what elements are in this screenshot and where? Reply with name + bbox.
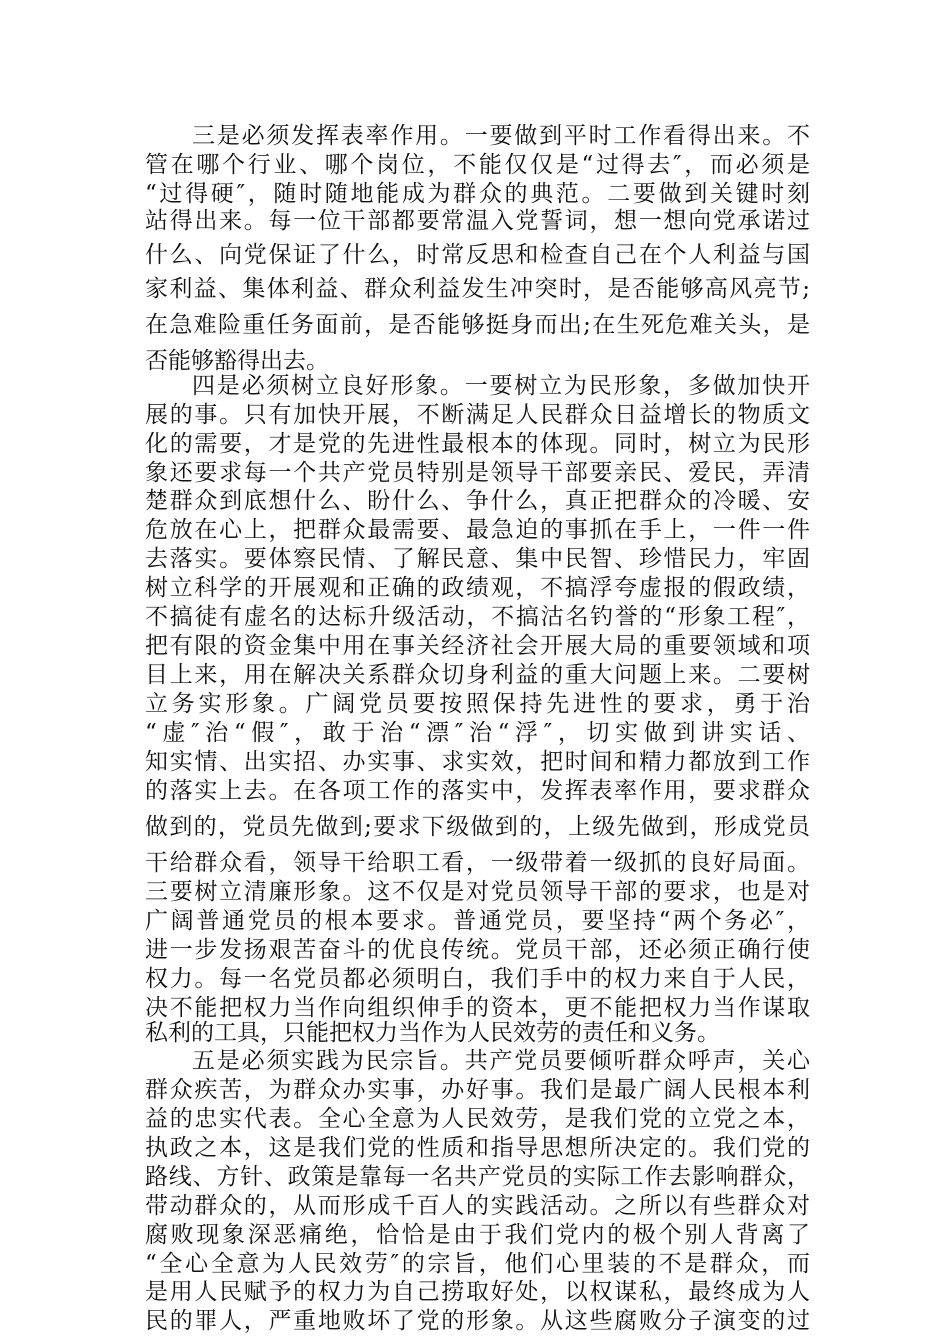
text-line: 在急难险重任务面前，是否能够挺身而出;在生死危难关头，是 <box>145 312 810 338</box>
text-line: 益的忠实代表。全心全意为人民效劳，是我们党的立党之本， <box>145 1106 810 1132</box>
text-line: “过得硬″，随时随地能成为群众的典范。二要做到关键时刻 <box>145 181 810 207</box>
text-line: “虚″治“假″，敢于治“漂″治“浮″，切实做到讲实话、 <box>145 720 810 746</box>
text-line: 化的需要，才是党的先进性最根本的体现。同时，树立为民形 <box>145 431 810 457</box>
text-line: 展的事。只有加快开展，不断满足人民群众日益增长的物质文 <box>145 402 810 428</box>
text-line: 知实情、出实招、办实事、求实效，把时间和精力都放到工作 <box>145 749 810 775</box>
text-line: 四是必须树立良好形象。一要树立为民形象，多做加快开 <box>192 373 810 399</box>
text-line: 的落实上去。在各项工作的落实中，发挥表率作用，要求群众 <box>145 778 810 804</box>
text-line: 腐败现象深恶痛绝，恰恰是由于我们党内的极个别人背离了 <box>145 1222 810 1248</box>
text-line: 五是必须实践为民宗旨。共产党员要倾听群众呼声，关心 <box>192 1048 810 1074</box>
text-line: 楚群众到底想什么、盼什么、争什么，真正把群众的冷暖、安 <box>145 488 810 514</box>
text-line: 把有限的资金集中用在事关经济社会开展大局的重要领域和项 <box>145 633 810 659</box>
text-line: 目上来，用在解决关系群众切身利益的重大问题上来。二要树 <box>145 662 810 688</box>
text-line: 带动群众的，从而形成千百人的实践活动。之所以有些群众对 <box>145 1193 810 1219</box>
text-line: 家利益、集体利益、群众利益发生冲突时，是否能够高风亮节; <box>145 276 810 302</box>
text-line: 站得出来。每一位干部都要常温入党誓词，想一想向党承诺过 <box>145 208 810 234</box>
text-line: 象还要求每一个共产党员特别是领导干部要亲民、爱民，弄清 <box>145 460 810 486</box>
text-line: 是用人民赋予的权力为自己捞取好处，以权谋私，最终成为人 <box>145 1279 810 1305</box>
text-line: 民的罪人，严重地败坏了党的形象。从这些腐败分子演变的过 <box>145 1308 810 1334</box>
text-line: “全心全意为人民效劳″的宗旨，他们心里装的不是群众，而 <box>145 1251 810 1277</box>
text-line: 什么、向党保证了什么，时常反思和检查自己在个人利益与国 <box>145 242 810 268</box>
text-line: 树立科学的开展观和正确的政绩观，不搞浮夸虚报的假政绩， <box>145 575 810 601</box>
text-line: 权力。每一名党员都必须明白，我们手中的权力来自于人民， <box>145 966 810 992</box>
text-line: 三要树立清廉形象。这不仅是对党员领导干部的要求，也是对 <box>145 879 810 905</box>
text-line: 执政之本，这是我们党的性质和指导思想所决定的。我们党的 <box>145 1135 810 1161</box>
text-line: 决不能把权力当作向组织伸手的资本，更不能把权力当作谋取 <box>145 995 810 1021</box>
text-line: 私利的工具，只能把权力当作为人民效劳的责任和义务。 <box>145 1020 720 1046</box>
text-line: 群众疾苦，为群众办实事，办好事。我们是最广阔人民根本利 <box>145 1077 810 1103</box>
text-line: 广阔普通党员的根本要求。普通党员，要坚持“两个务必″， <box>145 908 810 934</box>
text-line: 不搞徒有虚名的达标升级活动，不搞沽名钓誉的“形象工程″， <box>145 604 810 630</box>
text-line: 立务实形象。广阔党员要按照保持先进性的要求，勇于治 <box>145 691 810 717</box>
text-line: 三是必须发挥表率作用。一要做到平时工作看得出来。不 <box>192 123 810 149</box>
text-line: 做到的，党员先做到;要求下级做到的，上级先做到，形成党员 <box>145 814 810 840</box>
text-line: 管在哪个行业、哪个岗位，不能仅仅是“过得去″，而必须是 <box>145 152 810 178</box>
text-line: 进一步发扬艰苦奋斗的优良传统。党员干部，还必须正确行使 <box>145 937 810 963</box>
text-line: 否能够豁得出去。 <box>145 348 329 374</box>
text-line: 路线、方针、政策是靠每一名共产党员的实际工作去影响群众， <box>145 1164 810 1190</box>
text-line: 干给群众看，领导干给职工看，一级带着一级抓的良好局面。 <box>145 850 810 876</box>
text-line: 去落实。要体察民情、了解民意、集中民智、珍惜民力，牢固 <box>145 546 810 572</box>
text-line: 危放在心上，把群众最需要、最急迫的事抓在手上，一件一件 <box>145 517 810 543</box>
